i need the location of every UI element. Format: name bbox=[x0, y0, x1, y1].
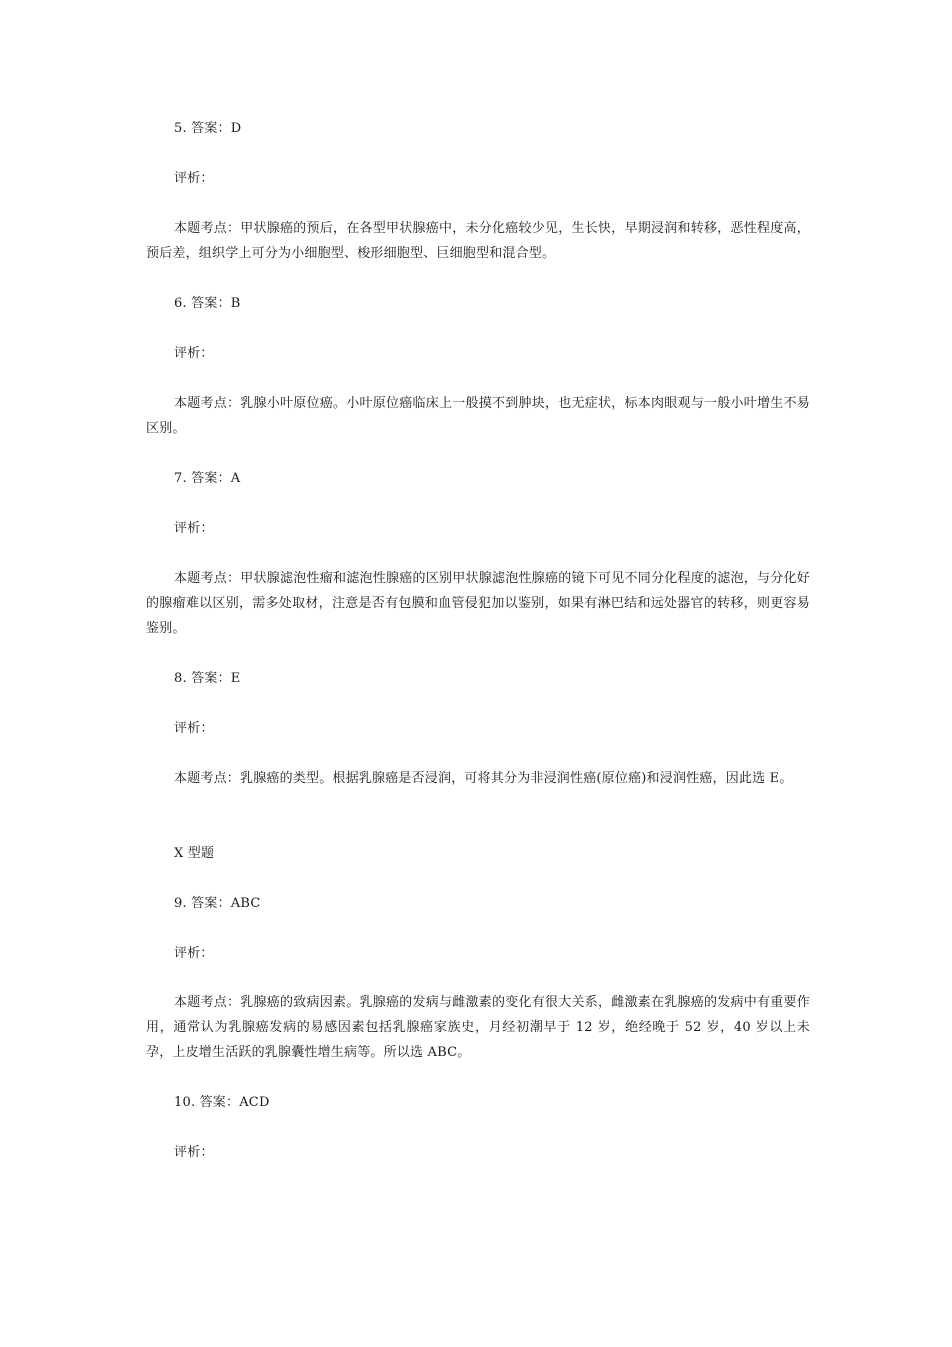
analysis-label-9: 评析： bbox=[174, 946, 214, 961]
section-title: X 型题 bbox=[174, 846, 215, 861]
analysis-label-6: 评析： bbox=[174, 346, 214, 361]
answer-6: 6. 答案：B bbox=[174, 296, 241, 311]
analysis-label-7: 评析： bbox=[174, 521, 214, 536]
answer-8: 8. 答案：E bbox=[174, 671, 241, 686]
analysis-label-5: 评析： bbox=[174, 171, 214, 186]
analysis-text-7: 本题考点：甲状腺滤泡性瘤和滤泡性腺癌的区别甲状腺滤泡性腺癌的镜下可见不同分化程度的滤泡，与分化好的腺瘤难以区别，需多处取材，注意是否有包膜和血管侵犯加以鉴别，如果有淋巴结和远处器官的转移，则更容易鉴别。 bbox=[146, 571, 810, 636]
answer-9: 9. 答案：ABC bbox=[174, 896, 261, 911]
answer-5: 5. 答案：D bbox=[174, 121, 242, 136]
analysis-text-6: 本题考点：乳腺小叶原位癌。小叶原位癌临床上一般摸不到肿块，也无症状，标本肉眼观与一般小叶增生不易区别。 bbox=[146, 396, 810, 436]
analysis-text-5: 本题考点：甲状腺癌的预后，在各型甲状腺癌中，未分化癌较少见，生长快，早期浸润和转移，恶性程度高，预后差，组织学上可分为小细胞型、梭形细胞型、巨细胞型和混合型。 bbox=[146, 221, 810, 261]
answer-7: 7. 答案：A bbox=[174, 471, 241, 486]
analysis-label-8: 评析： bbox=[174, 721, 214, 736]
analysis-text-9: 本题考点：乳腺癌的致病因素。乳腺癌的发病与雌激素的变化有很大关系，雌激素在乳腺癌的发病中有重要作用，通常认为乳腺癌发病的易感因素包括乳腺癌家族史，月经初潮早于 12 岁，绝经晚于 52 岁，40 岁以上未孕，上皮增生活跃的乳腺囊性增生病等。所以选 ABC。 bbox=[146, 995, 810, 1060]
answer-10: 10. 答案：ACD bbox=[174, 1095, 270, 1110]
analysis-label-10: 评析： bbox=[174, 1145, 214, 1160]
analysis-text-8: 本题考点：乳腺癌的类型。根据乳腺癌是否浸润，可将其分为非浸润性癌(原位癌)和浸润性癌，因此选 E。 bbox=[174, 771, 793, 786]
